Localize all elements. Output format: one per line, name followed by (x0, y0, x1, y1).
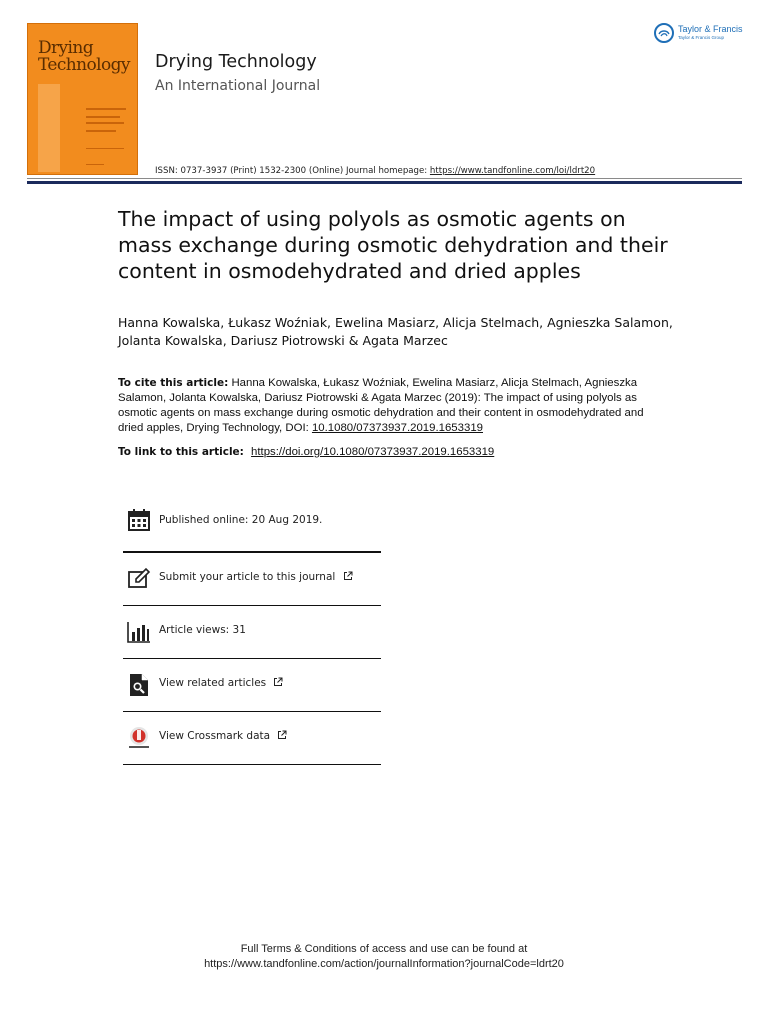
link-label: To link to this article: (118, 446, 244, 458)
journal-title[interactable]: Drying Technology (155, 52, 317, 72)
cite-doi-link[interactable]: 10.1080/07373937.2019.1653319 (311, 422, 483, 434)
published-row (123, 496, 381, 553)
crossmark-icon (127, 726, 151, 750)
submit-article-row[interactable] (123, 553, 381, 606)
crossmark-row[interactable] (123, 712, 381, 765)
calendar-icon (127, 508, 151, 532)
related-articles-link[interactable]: View related articles (159, 677, 283, 689)
bar-chart-icon (127, 620, 151, 644)
submit-article-link[interactable]: Submit your article to this journal (159, 571, 353, 583)
edit-icon (127, 567, 151, 591)
article-title: The impact of using polyols as osmotic agents on mass exchange during osmotic dehydration and their content in osmodehydrated and dried apples (118, 207, 668, 283)
article-authors: Hanna Kowalska, Łukasz Woźniak, Ewelina Masiarz, Alicja Stelmach, Agnieszka Salamon, Jolanta Kowalska, Dariusz Piotrowski & Agata Marzec (118, 315, 673, 348)
header-divider-thin (27, 178, 742, 179)
crossmark-link[interactable]: View Crossmark data (159, 730, 287, 742)
citation-block (118, 376, 658, 436)
article-views: Article views: 31 (159, 624, 246, 636)
journal-subtitle: An International Journal (155, 78, 321, 94)
external-link-icon (343, 571, 353, 581)
related-articles-row[interactable] (123, 659, 381, 712)
article-doi-link[interactable]: https://doi.org/10.1080/07373937.2019.1653319 (251, 446, 495, 458)
published-date: Published online: 20 Aug 2019. (159, 514, 323, 526)
cover-title: Drying Technology (38, 38, 130, 75)
taylor-francis-logo-icon (654, 23, 674, 43)
footer-terms-link[interactable]: https://www.tandfonline.com/action/journalInformation?journalCode=ldrt20 (204, 958, 564, 970)
publisher-name: Taylor & Francis (678, 24, 743, 34)
journal-cover (27, 23, 138, 175)
search-document-icon (127, 673, 151, 697)
header-divider-thick (27, 181, 742, 184)
cover-stripe (38, 84, 60, 172)
journal-homepage-link[interactable]: https://www.tandfonline.com/loi/ldrt20 (429, 166, 596, 176)
publisher-logo[interactable] (654, 22, 746, 48)
publisher-group: Taylor & Francis Group (678, 35, 725, 40)
external-link-icon (273, 677, 283, 687)
article-info-list (123, 496, 381, 765)
footer-terms-text: Full Terms & Conditions of access and use can be found at (240, 943, 528, 955)
article-link-line (118, 446, 494, 458)
cite-text: Hanna Kowalska, Łukasz Woźniak, Ewelina Masiarz, Alicja Stelmach, Agnieszka Salamon, Jolanta Kowalska, Dariusz Piotrowski & Agata Marzec (2019): The impact of using polyols as osmotic agents on mass exchange during osmotic dehydration and their content in osmodehydrated and dried apples, Drying Technology, DOI: (118, 377, 644, 434)
issn-text: ISSN: 0737-3937 (Print) 1532-2300 (Online) Journal homepage: (155, 166, 430, 176)
article-views-row (123, 606, 381, 659)
issn-line (155, 166, 595, 176)
external-link-icon (277, 730, 287, 740)
cite-label: To cite this article: (118, 377, 229, 389)
